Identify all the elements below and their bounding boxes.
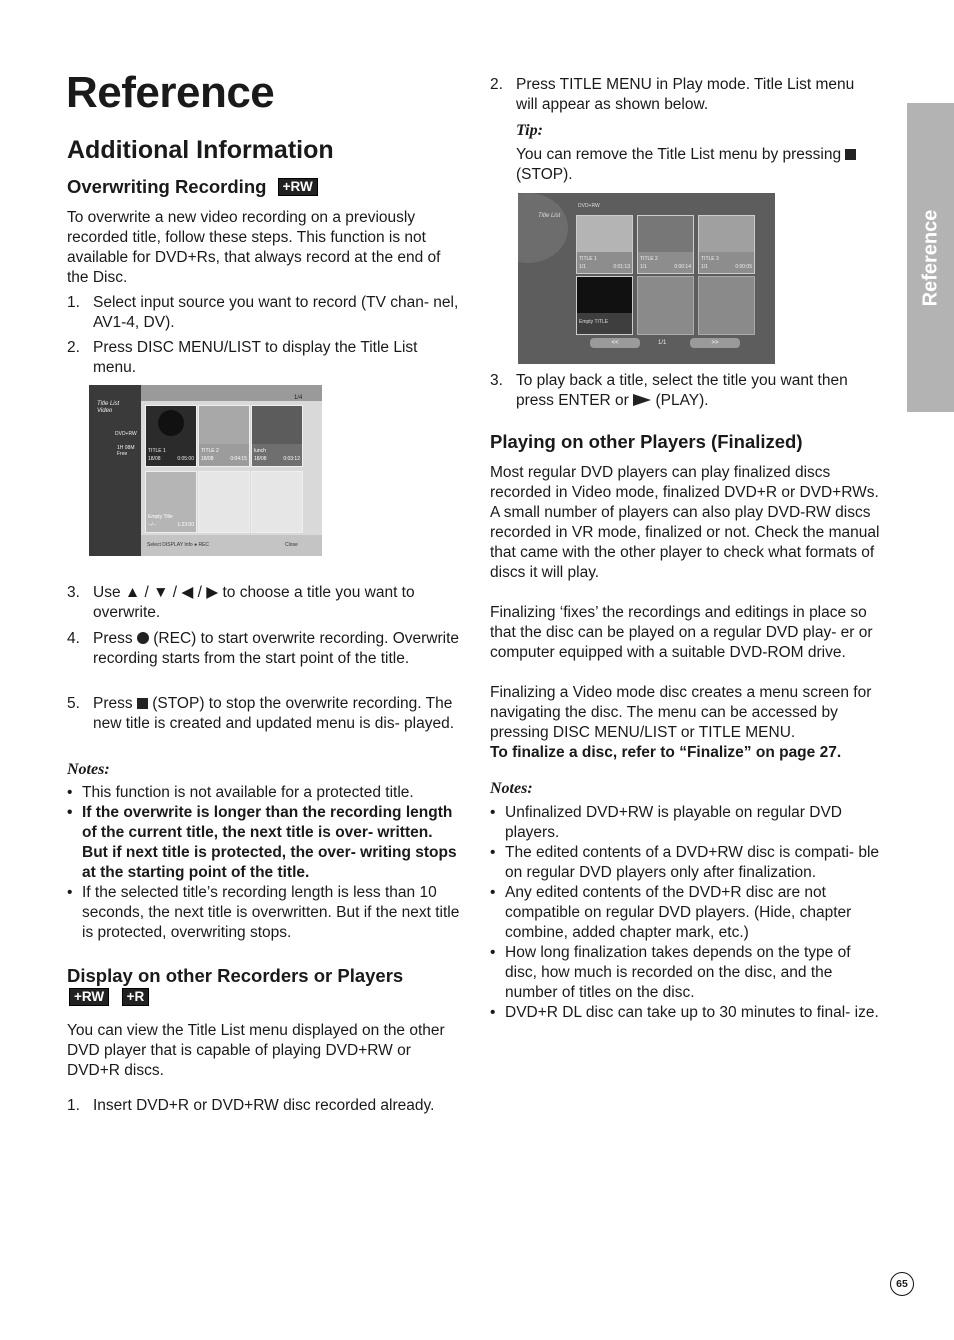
step-text: Insert DVD+R or DVD+RW disc recorded already. [93,1097,435,1114]
note-item: • How long finalization takes depends on the type of disc, how much is recorded on the disc, and the number of titles on the disc. [490,944,851,1001]
record-icon [137,632,149,644]
finalized-heading: Playing on other Players (Finalized) [490,431,803,452]
rw-badge: +RW [69,988,109,1006]
display-badges [69,988,149,1008]
step-text: To play back a title, select the title you want then press ENTER or (PLAY). [516,372,848,409]
display-step-3 [490,371,885,411]
finalized-para-3: Finalizing a Video mode disc creates a menu screen for navigating the disc. The menu can be accessed by pressing DISC MENU/LIST or TITLE MENU. [490,684,872,741]
page-title: Reference [66,68,275,117]
step-number: 4. [67,630,80,647]
note-item: • Any edited contents of the DVD+R disc are not compatible on regular DVD players. (Hide, chapter combine, added chapter mark, etc.) [490,884,852,941]
tip-text: You can remove the Title List menu by pressing (STOP). [516,145,886,185]
section-title: Additional Information [67,136,334,164]
step-text: Press (STOP) to stop the overwrite recording. The new title is created and updated menu is dis- played. [93,695,455,732]
rw-badge: +RW [278,178,318,196]
overwrite-step-5 [67,694,462,734]
screenshot-footer-left: Select DISPLAY Info ● REC [147,542,210,548]
screenshot-tile-3[interactable]: TITLE 3 1/1 0:00:05 [698,215,755,274]
screenshot-page: 1/1 [658,340,667,346]
display-heading: Display on other Recorders or Players [67,965,404,986]
screenshot-page: 1/4 [294,395,303,401]
screenshot-tile-2[interactable]: TITLE 2 1/1 0:00:14 [637,215,694,274]
step-number: 1. [67,294,80,311]
reference-side-tab [907,103,954,412]
step-number: 1. [67,1097,80,1114]
stop-icon [137,698,148,709]
display-intro: You can view the Title List menu displayed on the other DVD player that is capable of playing DVD+RW or DVD+R discs. [67,1022,445,1079]
step-number: 3. [490,372,503,389]
overwrite-step-1 [67,293,462,333]
step-number: 2. [490,76,503,93]
step-number: 5. [67,695,80,712]
note-item: • DVD+R DL disc can take up to 30 minutes to final- ize. [490,1004,879,1021]
screenshot-tile-1[interactable]: TITLE 1 18/08 0:05:00 [145,405,197,467]
overwrite-step-4 [67,629,462,669]
step-text: Select input source you want to record (TV chan- nel, AV1-4, DV). [93,294,459,331]
step-number: 2. [67,339,80,356]
player-title-list-screenshot [518,193,775,364]
screenshot-tile-3[interactable]: lunch 18/08 0:03:12 [251,405,303,467]
prev-page-button[interactable]: << [590,338,640,348]
page-number: 65 [890,1272,914,1296]
step-number: 3. [67,584,80,601]
side-tab-label: Reference [919,209,941,306]
screenshot-sub: Video [97,408,113,414]
step-text: Press (REC) to start overwrite recording. Overwrite recording starts from the start point of the title. [93,630,460,667]
finalized-para-1: Most regular DVD players can play finalized discs recorded in Video mode, finalized DVD+R or DVD+RWs. A small number of players can also play DVD-RW discs recorded in VR mode, finalized or not. Check the manual that came with the other player to check what formats of discs it will play. [490,464,880,581]
display-step-2 [490,75,880,115]
tip-label: Tip: [516,122,543,139]
overwrite-step-2 [67,338,462,378]
note-item: • Unfinalized DVD+RW is playable on regular DVD players. [490,804,842,841]
screenshot-tile-1[interactable]: TITLE 1 1/1 0:01:13 [576,215,633,274]
note-item: • If the overwrite is longer than the recording length of the current title, the next title is over- written. But if next title is protected, the over- writing stops at the starting point of the title. [67,804,457,881]
overwriting-heading-text: Overwriting Recording [67,176,267,197]
stop-icon [845,149,856,160]
step-text: Press DISC MENU/LIST to display the Title List menu. [93,339,418,376]
screenshot-tile-empty[interactable]: Empty Title --/-- 1:23:00 [145,471,197,533]
step-text: Press TITLE MENU in Play mode. Title List menu will appear as shown below. [516,76,855,113]
screenshot-disc: DVD+RW [115,431,137,437]
notes-label: Notes: [67,761,110,778]
overwriting-intro: To overwrite a new video recording on a previously recorded title, follow these steps. This function is not available for DVD+Rs, that always record at the end of the Disc. [67,209,441,286]
display-step-1 [67,1096,462,1116]
r-badge: +R [122,988,150,1006]
screenshot-footer-right: Close [285,542,298,548]
finalized-para-2: Finalizing ‘fixes’ the recordings and editings in place so that the disc can be played on a regular DVD play- er or computer equipped with a suitable DVD-ROM drive. [490,604,873,661]
finalize-reference: To finalize a disc, refer to “Finalize” on page 27. [490,744,842,761]
note-item: • If the selected title’s recording length is less than 10 seconds, the next title is overwritten. But if the next title is protected, overwriting stops. [67,884,460,941]
overwriting-heading [67,176,318,198]
overwrite-step-3 [67,583,462,623]
notes-label: Notes: [490,780,533,797]
step-text: Use ▲ / ▼ / ◀ / ▶ to choose a title you want to overwrite. [93,584,415,621]
screenshot-tile-empty[interactable]: Empty TITLE [576,276,633,335]
play-icon [633,394,651,406]
next-page-button[interactable]: >> [690,338,740,348]
screenshot-free-a: 1H 08M [117,445,135,451]
note-item: • This function is not available for a protected title. [67,784,414,801]
screenshot-header: Title List [97,401,120,407]
screenshot-tile-2[interactable]: TITLE 2 18/08 0:04:15 [198,405,250,467]
screenshot-header: Title List [538,213,561,219]
title-list-screenshot [89,385,322,556]
screenshot-disc: DVD+RW [578,203,600,209]
note-item: • The edited contents of a DVD+RW disc is compati- ble on regular DVD players only after finalization. [490,844,880,881]
screenshot-free-b: Free [117,451,128,457]
